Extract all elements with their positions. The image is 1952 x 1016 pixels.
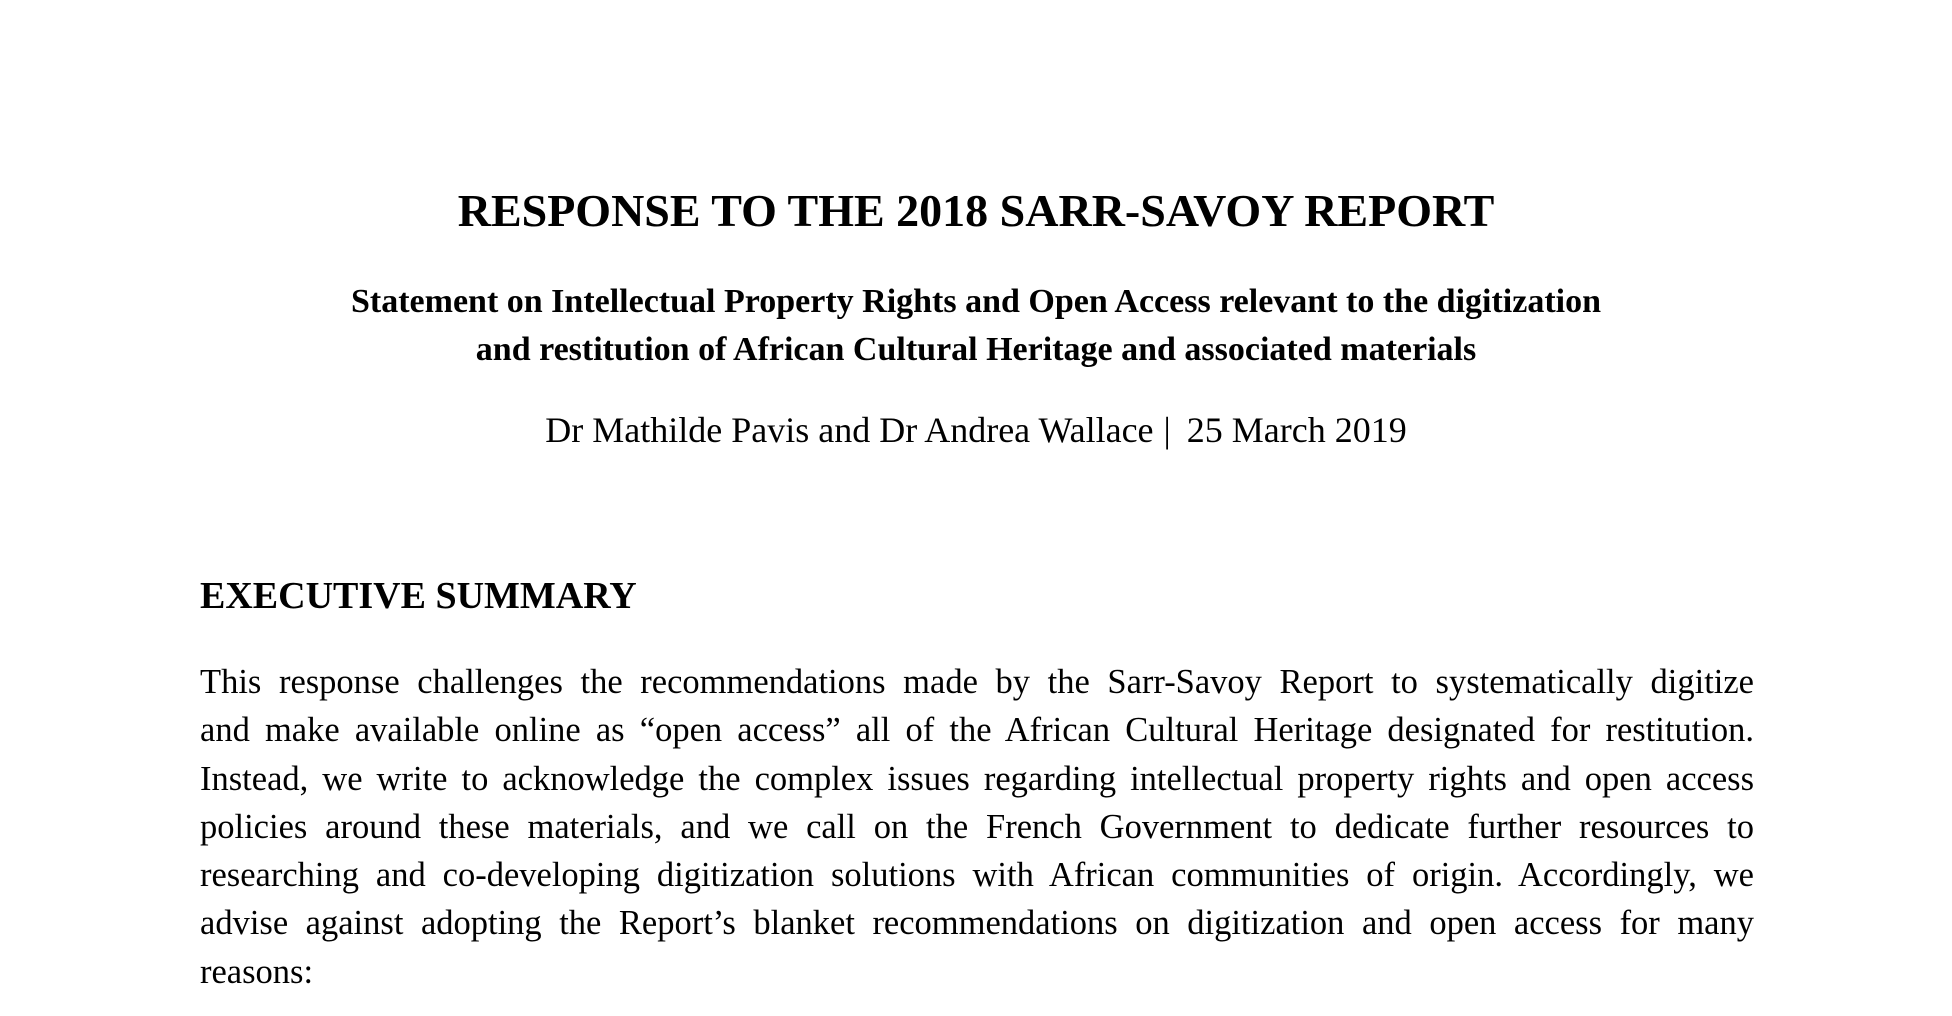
authors: Dr Mathilde Pavis and Dr Andrea Wallace	[545, 410, 1154, 450]
byline-separator: |	[1163, 410, 1171, 450]
byline	[0, 406, 1952, 454]
subtitle-line: Statement on Intellectual Property Rights and Open Access relevant to the digitization	[350, 283, 1602, 320]
paragraph-line: advise against adopting the Report’s blanket recommendations on digitization and open access for many	[200, 904, 1754, 943]
publication-date: 25 March 2019	[1186, 410, 1407, 450]
paragraph-line: Instead, we write to acknowledge the complex issues regarding intellectual property rights and open access	[200, 759, 1754, 798]
document-subtitle	[0, 278, 1952, 374]
paragraph-line: researching and co-developing digitization solutions with African communities of origin. Accordingly, we	[200, 856, 1754, 895]
executive-summary-paragraph	[200, 658, 1754, 996]
paragraph-line: policies around these materials, and we call on the French Government to dedicate further resources to	[200, 807, 1754, 846]
section-heading-executive-summary: EXECUTIVE SUMMARY	[200, 575, 637, 617]
paragraph-line: This response challenges the recommendations made by the Sarr-Savoy Report to systematically digitize	[200, 663, 1754, 701]
document-title: RESPONSE TO THE 2018 SARR-SAVOY REPORT	[457, 185, 1495, 236]
paragraph-line: reasons:	[200, 952, 314, 991]
subtitle-line: and restitution of African Cultural Heritage and associated materials	[475, 331, 1477, 368]
paragraph-line: and make available online as “open access” all of the African Cultural Heritage designated for restitution.	[200, 711, 1754, 750]
